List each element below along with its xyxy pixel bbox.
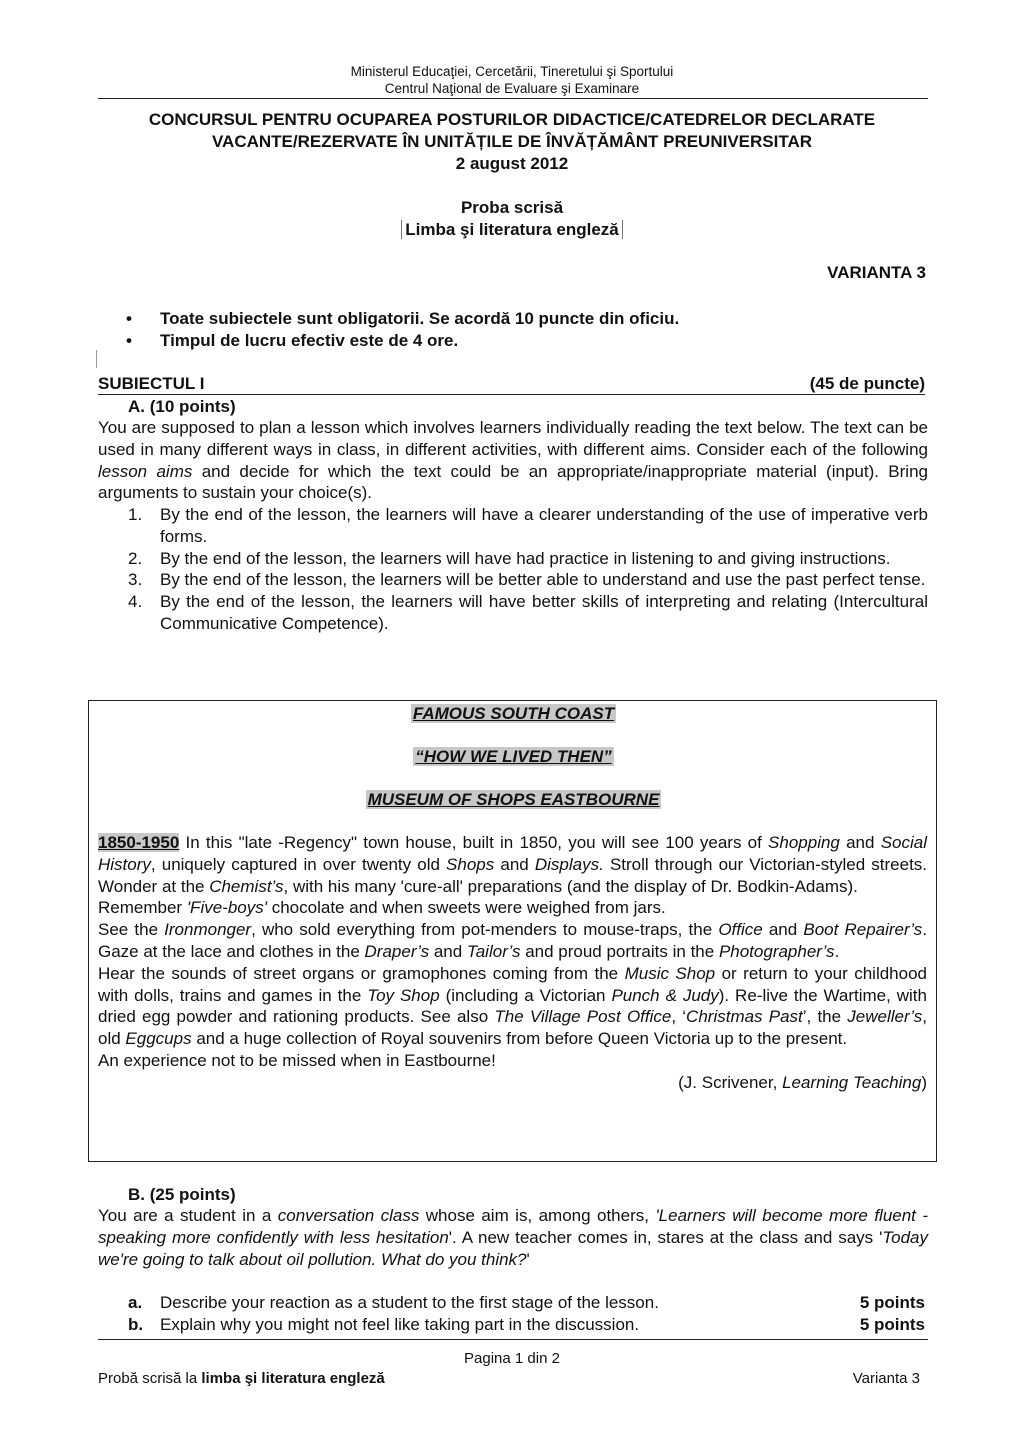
part-a-intro-text: and decide for which the text could be an appropriate/inappropriate material (input). Bring arguments to sustain your choice(s). [98, 461, 928, 503]
text-paragraph [98, 897, 927, 919]
text-run: 'Five-boys' [186, 898, 267, 918]
text-run: Boot Repairer’s [803, 920, 923, 940]
text-run: Draper’s [364, 941, 430, 961]
lesson-aim-item [98, 548, 928, 570]
page-number: Pagina 1 din 2 [464, 1350, 560, 1367]
text-run: In this "late -Regency" town house, built in 1850, you will see 100 years of [179, 833, 769, 852]
text-run: , who sold everything from pot-menders to mouse-traps, the [251, 920, 719, 940]
text-heading-2-label: “HOW WE LIVED THEN” [415, 747, 612, 766]
text-run: , uniquely captured in over twenty old [150, 854, 447, 874]
text-run: and [429, 941, 467, 961]
text-run: Remember [98, 898, 187, 918]
text-run: (J. Scrivener, [678, 1072, 783, 1092]
text-run: and proud portraits in the [520, 941, 719, 961]
text-run: Music Shop [624, 963, 716, 983]
aim-number: 1. [128, 505, 143, 524]
text-run: Ironmonger [164, 920, 252, 940]
text-run: Jeweller’s [847, 1007, 923, 1027]
footer-divider [98, 1339, 928, 1340]
text-run: whose aim is, among others, [419, 1206, 656, 1225]
text-run: Today we're going to talk about oil pollution. What do you think? [98, 1227, 929, 1269]
reading-text-box [88, 700, 937, 1162]
variant-label: VARIANTA 3 [827, 263, 926, 282]
text-run: See the [98, 920, 165, 940]
text-run: Probă scrisă la [98, 1370, 202, 1387]
text-run: conversation class [277, 1206, 420, 1225]
text-run: , old [98, 1007, 927, 1049]
text-run: . Gaze at the lace and clothes in the [98, 920, 927, 961]
task-row [98, 1314, 925, 1336]
text-paragraph [98, 919, 927, 963]
lesson-aims-list [98, 504, 928, 635]
exam-subject [0, 219, 1024, 241]
text-run: Social History [98, 833, 927, 874]
text-run: Photographer’s [718, 941, 835, 961]
aim-number: 3. [128, 570, 143, 590]
task-points: 5 points [859, 1315, 925, 1334]
task-label: b. [128, 1315, 144, 1334]
text-run: chocolate and when sweets were weighed from jars. [267, 898, 666, 918]
text-heading-2 [89, 746, 938, 768]
text-run: . [834, 941, 840, 961]
text-run: ) [921, 1072, 927, 1092]
section-heading [98, 374, 925, 395]
footer-variant: Varianta 3 [852, 1370, 920, 1387]
lesson-aim-item [98, 504, 928, 548]
text-source [98, 1072, 927, 1094]
text-paragraph [98, 832, 927, 897]
text-run: limba şi literatura engleză [201, 1370, 385, 1387]
text-run: Eggcups [125, 1029, 192, 1049]
instruction-item: • Toate subiectele sunt obligatorii. Se acordă 10 puncte din oficiu. [126, 308, 679, 330]
text-run: (including a Victorian [439, 985, 612, 1005]
task-text: Describe your reaction as a student to the first stage of the lesson. [160, 1293, 659, 1312]
centre-name: Centrul Naţional de Evaluare şi Examinare [384, 81, 640, 96]
ministry-name: Ministerul Educaţiei, Cercetării, Tineretului şi Sportului [350, 64, 674, 79]
text-run: , ‘ [671, 1007, 687, 1027]
lesson-aim-item [98, 591, 928, 635]
task-label: a. [128, 1293, 143, 1312]
text-run: Office [718, 920, 763, 940]
text-run: Toy Shop [367, 985, 440, 1005]
text-heading-3-label: MUSEUM OF SHOPS EASTBOURNE [367, 790, 660, 809]
text-run: Tailor’s [466, 941, 521, 961]
text-run: , with his many 'cure-all' preparations (and the display of Dr. Bodkin-Adams). [283, 876, 858, 896]
text-run: and a huge collection of Royal souvenirs from before Queen Victoria up to the present. [191, 1029, 848, 1049]
text-run: Shopping [768, 833, 840, 852]
task-points: 5 points [859, 1293, 925, 1312]
text-paragraph: An experience not to be missed when in Eastbourne! [98, 1050, 496, 1070]
text-run: Christmas Past [686, 1007, 803, 1027]
part-b-heading: B. (25 points) [128, 1185, 236, 1204]
text-run: and [494, 854, 535, 874]
text-body [98, 832, 927, 1094]
text-run: Learning Teaching [782, 1072, 922, 1092]
part-a-intro [98, 417, 928, 504]
text-heading-1-label: FAMOUS SOUTH COAST [412, 704, 615, 723]
aim-text: By the end of the lesson, the learners will have had practice in listening to and giving instructions. [160, 548, 891, 568]
exam-type: Proba scrisă [460, 198, 564, 217]
lesson-aim-item [98, 569, 928, 591]
text-run: Punch & Judy [611, 985, 719, 1005]
aim-number: 4. [128, 592, 143, 612]
footer-left [98, 1370, 385, 1388]
aim-text: By the end of the lesson, the learners will have better skills of interpreting and relating (Intercultural Communicative Competence). [160, 592, 928, 633]
aim-text: By the end of the lesson, the learners will have a clearer understanding of the use of imperative verb forms. [160, 505, 928, 546]
task-text: Explain why you might not feel like taking part in the discussion. [160, 1315, 640, 1334]
exam-subject-label: Limba şi literatura engleză [401, 220, 623, 239]
text-run: Hear the sounds of street organs or gramophones coming from the [98, 963, 625, 983]
margin-mark [96, 350, 97, 368]
part-b-intro [98, 1205, 928, 1270]
task-row [98, 1292, 925, 1314]
text-heading-3 [89, 789, 938, 811]
text-run: ’, the [802, 1007, 848, 1027]
text-paragraph [98, 963, 927, 1050]
section-title: SUBIECTUL I [98, 374, 205, 393]
text-run: Stroll through our Victorian-styled streets. Wonder at the [98, 854, 928, 896]
years-highlight: 1850-1950 [98, 833, 180, 852]
section-points: (45 de puncte) [809, 374, 925, 393]
exam-title-line1: CONCURSUL PENTRU OCUPAREA POSTURILOR DIDACTICE/CATEDRELOR DECLARATE [148, 110, 876, 129]
header-divider [98, 98, 928, 99]
text-run: Shops [446, 854, 495, 874]
text-run: and [839, 833, 881, 852]
text-run: ). Re-live the Wartime, with dried egg powder and rationing products. See also [98, 985, 927, 1027]
aim-text: By the end of the lesson, the learners will be better able to understand and use the past perfect tense. [160, 570, 926, 590]
text-run: ' [526, 1249, 530, 1269]
text-run: You are a student in a [98, 1206, 278, 1225]
text-run: or return to your childhood with dolls, trains and games in the [98, 963, 928, 1005]
text-run: 'Learners will become more fluent - speaking more confidently with less hesitation [98, 1206, 928, 1247]
text-run: Displays. [534, 854, 604, 874]
text-run: '. A new teacher comes in, stares at the class and says ' [448, 1227, 883, 1247]
aim-number: 2. [128, 548, 143, 568]
lesson-aims-term: lesson aims [98, 461, 193, 481]
instruction-item: • Timpul de lucru efectiv este de 4 ore. [126, 330, 679, 352]
exam-date: 2 august 2012 [455, 154, 569, 173]
instructions-list [126, 308, 679, 352]
text-run: The Village Post Office [494, 1007, 672, 1027]
text-run: and [762, 920, 804, 940]
part-a-intro-text: You are supposed to plan a lesson which involves learners individually reading the text below. The text can be used in many different ways in class, in different activities, with different aims. Consider each of the following [98, 418, 928, 459]
text-heading-1 [89, 703, 938, 725]
part-a-heading: A. (10 points) [128, 397, 236, 416]
exam-title-line2: VACANTE/REZERVATE ÎN UNITĂȚILE DE ÎNVĂȚĂMÂNT PREUNIVERSITAR [211, 132, 813, 151]
text-run: Chemist’s [209, 876, 284, 896]
